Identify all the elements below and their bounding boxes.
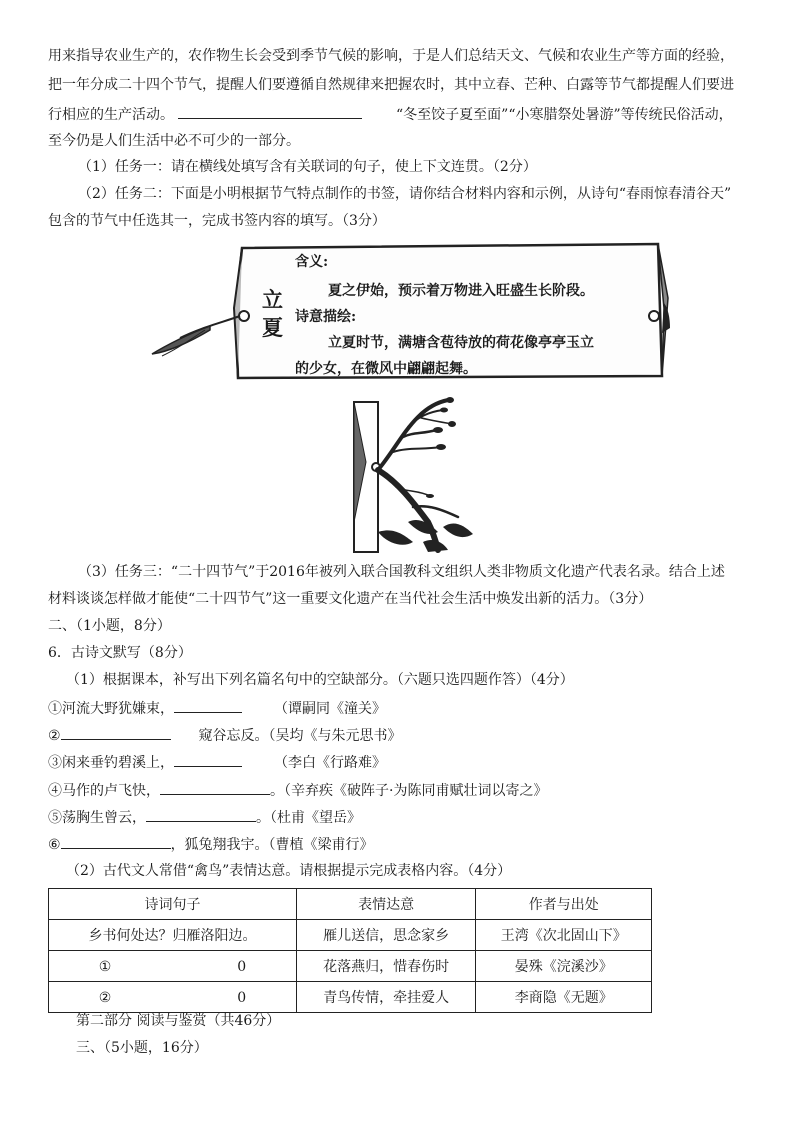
- task-1: （1）任务一：请在横线处填写含有关联词的句子，使上下文连贯。（2分）: [78, 159, 537, 175]
- table-answer-cell[interactable]: ② 0: [49, 982, 297, 1013]
- recite-item-6-blank[interactable]: [61, 834, 171, 849]
- part-2-heading: 第二部分 阅读与鉴赏（共46分）: [76, 1013, 281, 1029]
- table-row: [49, 920, 652, 951]
- task-3-line-1: （3）任务三：“二十四节气”于2016年被列入联合国教科文组织人类非物质文化遗产代表名录。结合上述: [78, 564, 725, 580]
- blank-bookmark[interactable]: [348, 392, 478, 554]
- task-2-line-1: （2）任务二：下面是小明根据节气特点制作的书签，请你结合材料内容和示例，从诗句“春雨惊春清谷天”: [78, 186, 732, 202]
- table-cell: 李商隐《无题》: [476, 982, 652, 1013]
- recite-item-3: [48, 752, 386, 773]
- table-header-cell: 作者与出处: [476, 889, 652, 920]
- table-row: [49, 951, 652, 982]
- recite-item-3-source: （李白《行路难》: [274, 755, 386, 771]
- recite-item-4: [48, 780, 547, 801]
- bookmark-title: 立夏: [262, 287, 283, 340]
- question-6-1: （1）根据课本，补写出下列名篇名句中的空缺部分。（六题只选四题作答）（4分）: [66, 672, 574, 688]
- intro-answer-blank[interactable]: [178, 104, 362, 119]
- intro-line-4: 至今仍是人们生活中必不可少的一部分。: [48, 133, 300, 149]
- recite-item-1: [48, 698, 386, 719]
- recite-item-5-prefix: ⑤荡胸生曾云，: [48, 810, 146, 826]
- recite-item-4-blank[interactable]: [160, 780, 270, 795]
- bookmark-poetic-line-1: 立夏时节，满塘含苞待放的荷花像亭亭玉立: [328, 335, 594, 351]
- task-3-line-2: 材料谈谈怎样做才能使“二十四节气”这一重要文化遗产在当代社会生活中焕发出新的活力。（3分）: [48, 591, 653, 607]
- recite-item-6-source: ，狐兔翔我宇。（曹植《梁甫行》: [170, 837, 374, 853]
- recite-item-2-prefix: ②: [48, 728, 61, 744]
- section-2-heading: 二、（1小题，8分）: [48, 618, 171, 634]
- bookmark-meaning-text: 夏之伊始，预示着万物进入旺盛生长阶段。: [328, 283, 594, 299]
- bookmark-poetic-label: 诗意描绘:: [295, 309, 357, 325]
- intro-line-3a: 行相应的生产活动。: [48, 107, 174, 123]
- recite-item-3-prefix: ③闲来垂钓碧溪上，: [48, 755, 174, 771]
- recite-item-6: [48, 834, 374, 855]
- recite-item-5: [48, 807, 361, 828]
- question-6-2: （2）古代文人常借“禽鸟”表情达意。请根据提示完成表格内容。（4分）: [66, 863, 512, 879]
- recite-item-3-blank[interactable]: [174, 752, 242, 767]
- recite-item-6-prefix: ⑥: [48, 837, 61, 853]
- table-header-cell: 表情达意: [296, 889, 476, 920]
- recite-item-1-prefix: ①河流大野犹嫌束，: [48, 701, 174, 717]
- table-cell: 晏殊《浣溪沙》: [476, 951, 652, 982]
- task-2-line-2: 包含的节气中任选其一，完成书签内容的填写。（3分）: [48, 213, 386, 229]
- question-6-heading: 6．古诗文默写（8分）: [48, 645, 192, 661]
- bookmark-poetic-line-2: 的少女，在微风中翩翩起舞。: [295, 361, 477, 377]
- intro-line-3b: “冬至饺子夏至面”“小寒腊祭处暑游”等传统民俗活动，: [396, 107, 733, 123]
- recite-item-2-source: 窥谷忘反。（吴均《与朱元思书》: [198, 728, 402, 744]
- intro-line-1: 用来指导农业生产的，农作物生长会受到季节气候的影响，于是人们总结天文、气候和农业生产等方面的经验，: [48, 48, 734, 64]
- table-cell: 雁儿送信，思念家乡: [296, 920, 476, 951]
- table-cell: 王湾《次北固山下》: [476, 920, 652, 951]
- recite-item-1-source: （谭嗣同《潼关》: [274, 701, 386, 717]
- recite-item-1-blank[interactable]: [174, 698, 242, 713]
- recite-item-2-blank[interactable]: [61, 725, 171, 740]
- table-cell: 花落燕归，惜春伤时: [296, 951, 476, 982]
- intro-line-2: 把一年分成二十四个节气，提醒人们要遵循自然规律来把握农时，其中立春、芒种、白露等节气都提醒人们要进: [48, 77, 734, 93]
- recite-item-2: [48, 725, 402, 746]
- recite-item-4-prefix: ④马作的卢飞快，: [48, 783, 160, 799]
- recite-item-4-source: 。（辛弃疾《破阵子·为陈同甫赋壮词以寄之》: [270, 783, 548, 799]
- table-cell: 乡书何处达？归雁洛阳边。: [49, 920, 297, 951]
- table-answer-cell[interactable]: ① 0: [49, 951, 297, 982]
- table-header-row: [49, 889, 652, 920]
- bird-poetry-table: [48, 888, 652, 1013]
- recite-item-5-blank[interactable]: [146, 807, 256, 822]
- table-row: [49, 982, 652, 1013]
- table-cell: 青鸟传情，牵挂爱人: [296, 982, 476, 1013]
- intro-line-3: [48, 104, 733, 125]
- bookmark-meaning-label: 含义:: [295, 254, 329, 270]
- recite-item-5-source: 。（杜甫《望岳》: [256, 810, 361, 826]
- table-header-cell: 诗词句子: [49, 889, 297, 920]
- section-3-heading: 三、（5小题，16分）: [76, 1040, 208, 1056]
